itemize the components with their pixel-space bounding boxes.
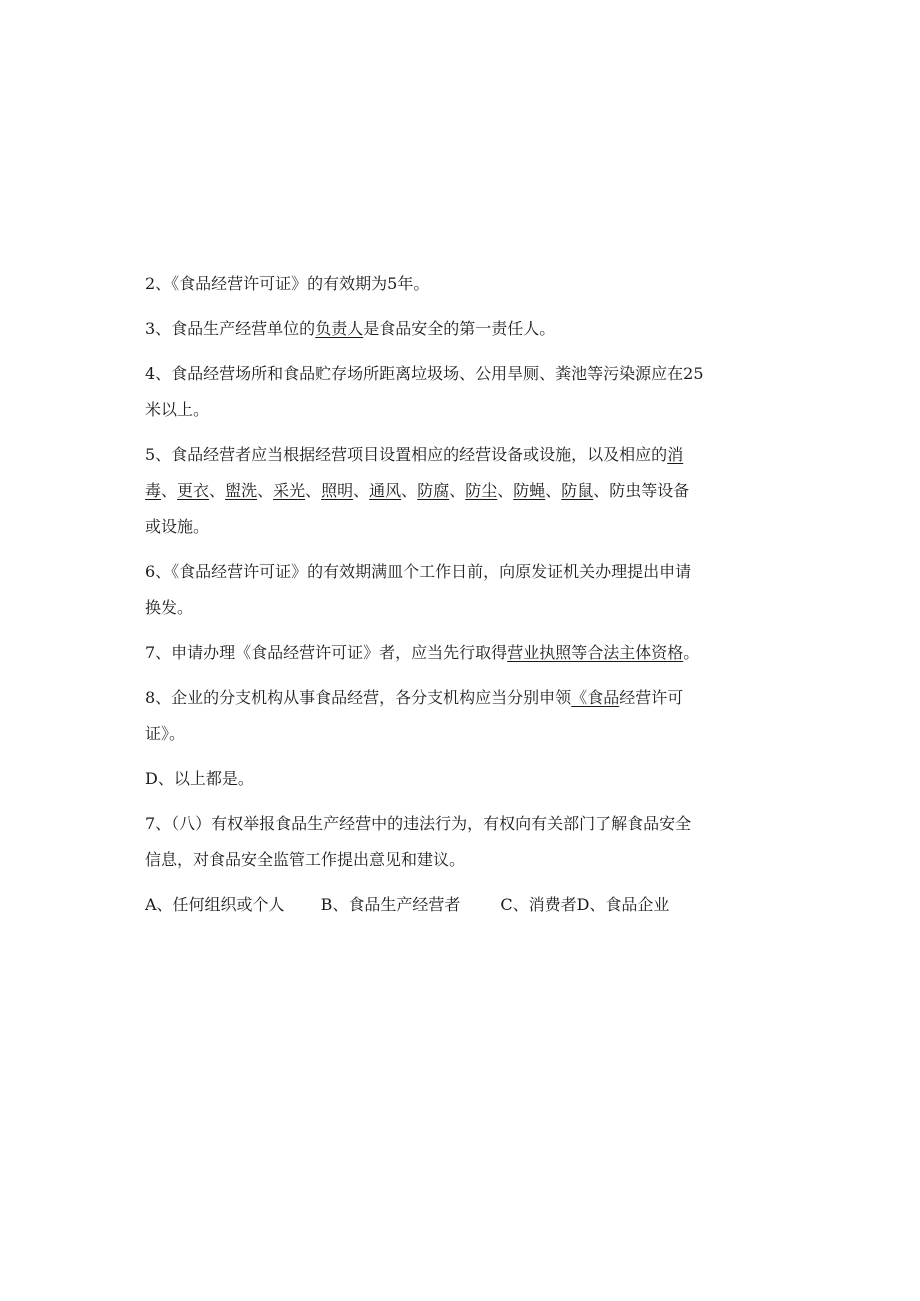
paragraph-item-2 — [145, 266, 705, 302]
separator: 、 — [209, 481, 226, 500]
option-a: A、任何组织或个人 — [145, 895, 285, 914]
answer-options — [145, 887, 705, 923]
option-c: C、消费者D、食品企业 — [500, 895, 670, 914]
text-segment: 7、申请办理《食品经营许可证》者，应当先行取得 — [145, 643, 508, 662]
question-item-7 — [145, 806, 705, 878]
paragraph-item-7 — [145, 635, 705, 671]
text-segment: 、防虫等设备或设施。 — [145, 481, 690, 536]
text-segment: 。 — [683, 643, 700, 662]
document-body — [145, 266, 705, 932]
paragraph-item-6 — [145, 554, 705, 626]
text-segment: 3、食品生产经营单位的 — [145, 319, 316, 338]
underlined-answer: 防蝇 — [513, 481, 546, 500]
separator: 、 — [161, 481, 178, 500]
separator: 、 — [401, 481, 418, 500]
underlined-answer: 采光 — [273, 481, 306, 500]
text-segment: 4、食品经营场所和食品贮存场所距离垃圾场、公用旱厕、粪池等污染源应在25米以上。 — [145, 364, 704, 419]
text-segment: 8、企业的分支机构从事食品经营，各分支机构应当分别申领 — [145, 688, 572, 707]
underlined-answer: 盥洗 — [225, 481, 258, 500]
underlined-answer: 消毒 — [145, 445, 684, 500]
text-segment: 5、食品经营者应当根据经营项目设置相应的经营设备或设施，以及相应的 — [145, 445, 668, 464]
text-segment: D、以上都是。 — [145, 769, 254, 788]
text-segment: 7、（八）有权举报食品生产经营中的违法行为，有权向有关部门了解食品安全信息，对食品安全监管工作提出意见和建议。 — [145, 814, 692, 869]
paragraph-item-4 — [145, 356, 705, 428]
underlined-answer: 营业执照等合法主体资格 — [507, 643, 684, 662]
separator: 、 — [545, 481, 562, 500]
paragraph-item-8 — [145, 680, 705, 752]
underlined-answer: 防鼠 — [561, 481, 594, 500]
text-segment: 6、《食品经营许可证》的有效期满皿个工作日前，向原发证机关办理提出申请换发。 — [145, 562, 692, 617]
separator: 、 — [449, 481, 466, 500]
underlined-answer: 防尘 — [465, 481, 498, 500]
underlined-answer: 更衣 — [177, 481, 210, 500]
text-segment: 经营许可证》。 — [145, 688, 684, 743]
text-segment: 是食品安全的第一责任人。 — [363, 319, 556, 338]
text-segment: 2、《食品经营许可证》的有效期为5年。 — [145, 274, 430, 293]
option-b: B、食品生产经营者 — [320, 895, 461, 914]
paragraph-item-3 — [145, 311, 705, 347]
separator: 、 — [305, 481, 322, 500]
underlined-answer: 通风 — [369, 481, 402, 500]
underlined-answer: 负责人 — [315, 319, 364, 338]
separator: 、 — [353, 481, 370, 500]
separator: 、 — [257, 481, 274, 500]
separator: 、 — [497, 481, 514, 500]
underlined-answer: 照明 — [321, 481, 354, 500]
paragraph-item-5 — [145, 437, 705, 545]
underlined-answer: 《食品 — [571, 688, 620, 707]
underlined-answer: 防腐 — [417, 481, 450, 500]
answer-option-d — [145, 761, 705, 797]
